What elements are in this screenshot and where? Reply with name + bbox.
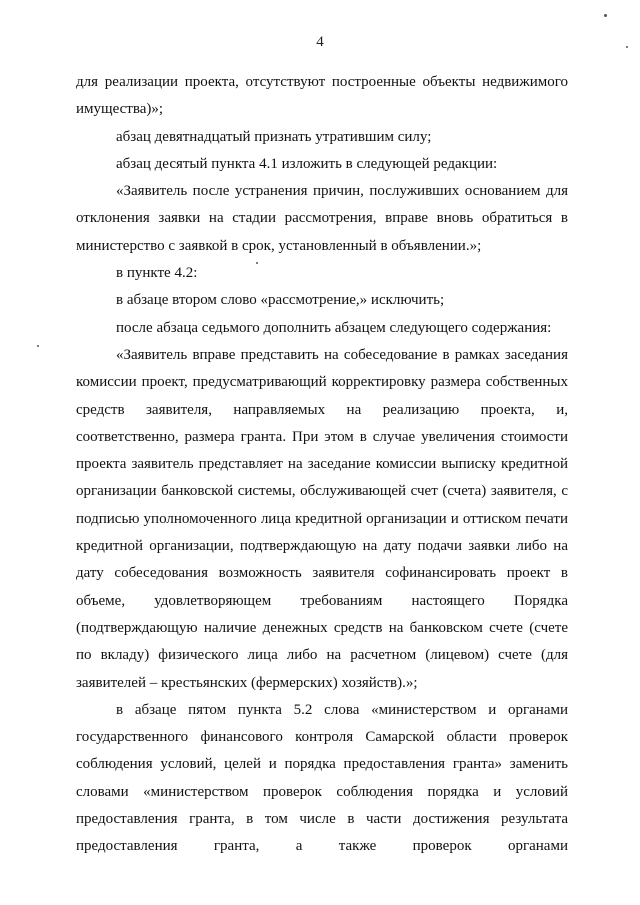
scan-speck [37,345,39,347]
scan-speck [604,14,607,17]
paragraph-1: для реализации проекта, отсутствуют построенные объекты недвижимого имущества)»; [76,74,568,118]
paragraph-6: в абзаце втором слово «рассмотрение,» исключить; [116,292,445,309]
paragraph-3: абзац десятый пункта 4.1 изложить в следующей редакции: [116,155,498,172]
paragraph-5: в пункте 4.2: [116,265,198,282]
paragraph-8: «Заявитель вправе представить на собеседование в рамках заседания комиссии проект, предусматривающий корректировку размера собственных средств заявителя, направляемых на реализацию проекта, и, соответственно, размера гранта. При этом в случае увеличения стоимости проекта заявитель представляет на заседание комиссии выписку кредитной организации банковской системы, обслуживающей счет (счета) заявителя, с подписью уполномоченного лица кредитной организации и оттиском печати кредитной организации, подтверждающую на дату подачи заявки либо на дату собеседования возможность заявителя софинансировать проект в объеме, удовлетворяющем требованиям настоящего Порядка (подтверждающую наличие денежных средств на банковском счете (счете по вкладу) физического лица либо на расчетном (лицевом) счете (для заявителей – крестьянских (фермерских) хозяйств).»; [76,346,568,691]
paragraph-9: в абзаце пятом пункта 5.2 слова «министерством и органами государственного финансового контроля Самарской области проверок соблюдения условий, целей и порядка предоставления гранта» заменить словами «министерством проверок соблюдения порядка и условий предоставления гранта, в том числе в части достижения результата предоставления гранта, а также проверок органами [76,701,568,855]
paragraph-7: после абзаца седьмого дополнить абзацем следующего содержания: [116,319,552,336]
scan-speck [626,46,628,48]
paragraph-4: «Заявитель после устранения причин, послуживших основанием для отклонения заявки на стадии рассмотрения, вправе вновь обратиться в министерство с заявкой в срок, установленный в объявлении.»; [76,183,568,254]
page-number: 4 [316,34,324,50]
document-body [76,69,568,861]
scan-speck [256,262,258,264]
paragraph-2: абзац девятнадцатый признать утратившим силу; [116,128,432,145]
